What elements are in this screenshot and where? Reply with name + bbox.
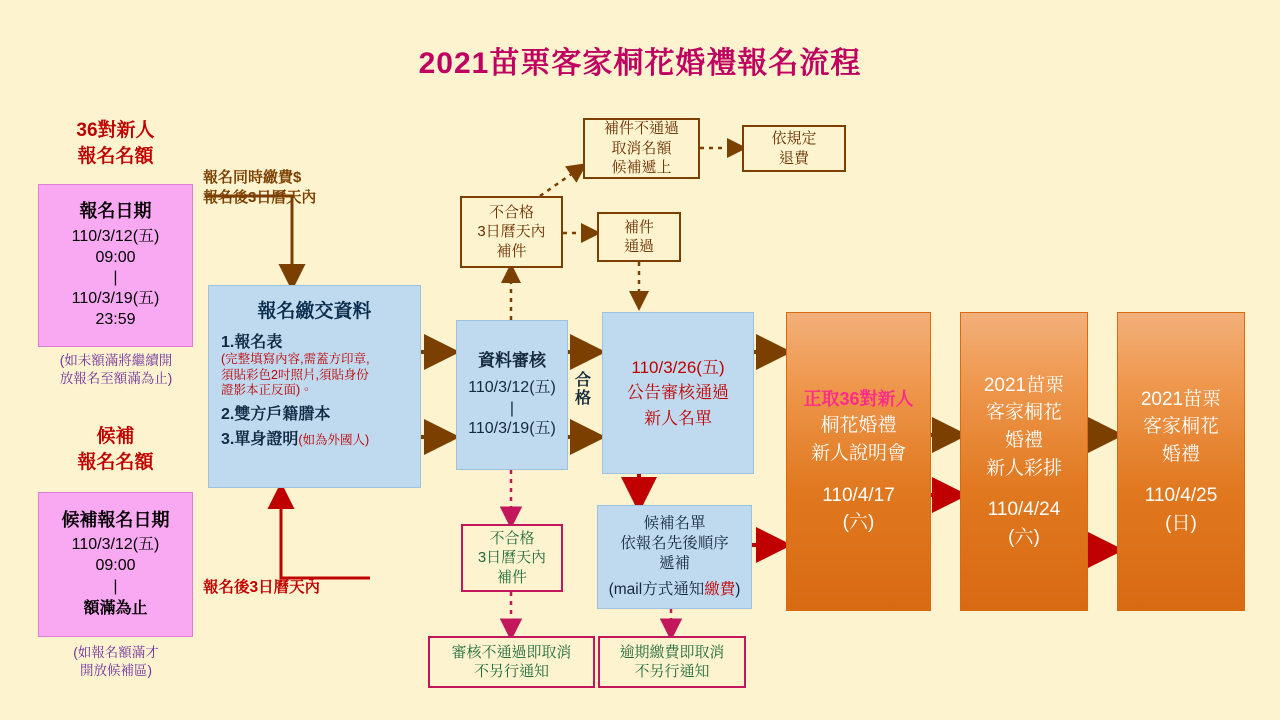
- review-fail-bottom-box: [461, 524, 563, 592]
- review-fail-bottom-line3: 補件: [496, 568, 527, 586]
- event2-date: 110/4/24: [987, 499, 1061, 521]
- signup-end-time: 23:59: [95, 310, 136, 328]
- required-documents-box: [208, 285, 421, 488]
- review-separator: |: [509, 399, 515, 417]
- waitlist-paren-close: ): [735, 581, 741, 599]
- waitlist-start-time: 09:00: [95, 556, 136, 574]
- refund-line1: 依規定: [771, 130, 817, 147]
- event2-weekday: (六): [1008, 526, 1040, 548]
- waitlist-heading-line1: 候補: [96, 426, 135, 447]
- refund-box: [742, 125, 846, 172]
- review-start-date: 110/3/12(五): [468, 378, 556, 396]
- document-item-2: 2.雙方戶籍謄本: [221, 405, 331, 423]
- event1-weekday: (六): [842, 512, 875, 534]
- signup-note-line2: 放報名至額滿為止): [59, 371, 173, 387]
- waitlist-order-line4: [609, 580, 741, 600]
- waitlist-note-line2: 開放候補區): [80, 663, 152, 679]
- event1-date: 110/4/17: [822, 484, 895, 506]
- page-title: 2021苗栗客家桐花婚禮報名流程: [418, 47, 862, 80]
- event2-line4: 新人彩排: [985, 457, 1062, 479]
- document-item-3: [221, 426, 408, 449]
- announcement-line3: 新人名單: [644, 408, 712, 428]
- announcement-date: 110/3/26(五): [631, 357, 725, 377]
- overdue-payment-box: [598, 636, 746, 688]
- signup-start-time: 09:00: [95, 248, 136, 266]
- event2-line2: 客家桐花: [985, 402, 1062, 424]
- waitlist-heading: [38, 424, 193, 475]
- supplement-pass-line2: 通過: [623, 238, 654, 255]
- required-documents-title: 報名繳交資料: [257, 301, 372, 322]
- signup-period-box: [38, 184, 193, 347]
- payment-note-label: [203, 168, 403, 209]
- review-fail-top-box: [460, 196, 563, 268]
- event-box-briefing: [786, 312, 931, 611]
- signup-start-date: 110/3/12(五): [71, 227, 160, 245]
- event3-line1: 2021苗栗: [1140, 388, 1222, 410]
- pass-label: [572, 372, 594, 409]
- signup-note: [26, 352, 206, 388]
- quota-heading-line1: 36對新人: [76, 120, 155, 141]
- document-item-1-note-3: 證影本正反面)。: [221, 383, 313, 398]
- pass-label-char-1: 合: [574, 372, 591, 389]
- waitlist-note-line1: (如報名額滿才: [73, 645, 159, 660]
- payment-note-line2: 報名後3日曆天內: [203, 189, 317, 207]
- document-item-1: 1.報名表: [221, 334, 283, 351]
- event1-line3: 新人說明會: [810, 443, 906, 464]
- waitlist-period-title: 候補報名日期: [61, 509, 170, 530]
- event3-weekday: (日): [1165, 512, 1197, 534]
- resubmit-note-label: 報名後3日曆天內: [203, 579, 321, 596]
- refund-line2: 退費: [778, 149, 809, 167]
- supplement-pass-box: [597, 212, 681, 262]
- overdue-line2: 不另行通知: [634, 663, 710, 680]
- review-rejected-line1: 審核不通過即取消: [451, 643, 572, 661]
- signup-end-date: 110/3/19(五): [71, 290, 160, 308]
- review-fail-bottom-line1: 不合格: [489, 529, 535, 547]
- review-fail-bottom-line2: 3日曆天內: [477, 549, 547, 567]
- waitlist-order-line3: 遞補: [658, 555, 690, 572]
- waitlist-start-date: 110/3/12(五): [71, 536, 160, 554]
- announcement-line2: 公告審核通過: [627, 383, 729, 403]
- document-item-3-note: (如為外國人): [298, 432, 370, 447]
- event3-date: 110/4/25: [1144, 485, 1218, 507]
- supplement-fail-line3: 候補遞上: [611, 159, 672, 177]
- document-item-1-note-2: 須貼彩色2吋照片,須貼身份: [221, 367, 369, 382]
- pass-label-char-2: 格: [574, 390, 591, 408]
- event-box-rehearsal: [960, 312, 1088, 611]
- supplement-pass-line1: 補件: [623, 218, 654, 236]
- event3-line2: 客家桐花: [1142, 416, 1219, 438]
- waitlist-order-line1: 候補名單: [643, 514, 706, 532]
- document-review-box: [456, 320, 568, 470]
- waitlist-order-box: [597, 505, 752, 609]
- supplement-fail-line1: 補件不通過: [603, 120, 679, 138]
- event2-line1: 2021苗栗: [983, 374, 1065, 396]
- event1-line2: 桐花婚禮: [820, 415, 897, 437]
- review-fail-top-line3: 補件: [496, 242, 527, 260]
- announcement-box: [602, 312, 754, 474]
- signup-note-line1: (如未額滿將繼續開: [59, 353, 173, 368]
- waitlist-order-line2: 依報名先後順序: [620, 534, 729, 552]
- waitlist-heading-line2: 報名名額: [77, 451, 154, 473]
- supplement-fail-box: [583, 118, 700, 179]
- event-box-wedding: [1117, 312, 1245, 611]
- supplement-fail-line2: 取消名額: [611, 139, 672, 157]
- signup-separator: |: [113, 269, 118, 287]
- event2-line3: 婚禮: [1004, 429, 1043, 451]
- waitlist-period-box: [38, 492, 193, 637]
- review-fail-top-line1: 不合格: [488, 203, 534, 221]
- signup-period-title: 報名日期: [79, 201, 152, 222]
- document-item-3-label: 3.單身證明: [221, 430, 299, 448]
- waitlist-payment-word: 繳費: [704, 581, 736, 599]
- waitlist-end-label: 額滿為止: [83, 600, 148, 618]
- overdue-line1: 逾期繳費即取消: [619, 643, 725, 661]
- review-end-date: 110/3/19(五): [468, 420, 556, 438]
- waitlist-note: [26, 644, 206, 680]
- review-rejected-line2: 不另行通知: [473, 663, 549, 680]
- event1-line1: 正取36對新人: [803, 389, 914, 410]
- event3-line3: 婚禮: [1161, 443, 1200, 465]
- document-item-1-note-1: (完整填寫內容,需蓋方印章,: [221, 352, 370, 366]
- quota-heading-line2: 報名名額: [77, 145, 154, 167]
- waitlist-separator: |: [113, 577, 118, 595]
- review-fail-top-line2: 3日曆天內: [477, 223, 546, 241]
- review-rejected-box: [428, 636, 595, 688]
- waitlist-mail-note: (mail方式通知: [608, 581, 705, 599]
- quota-heading: [38, 118, 193, 169]
- document-review-title: 資料審核: [478, 350, 546, 370]
- payment-note-line1: 報名同時繳費$: [203, 169, 302, 186]
